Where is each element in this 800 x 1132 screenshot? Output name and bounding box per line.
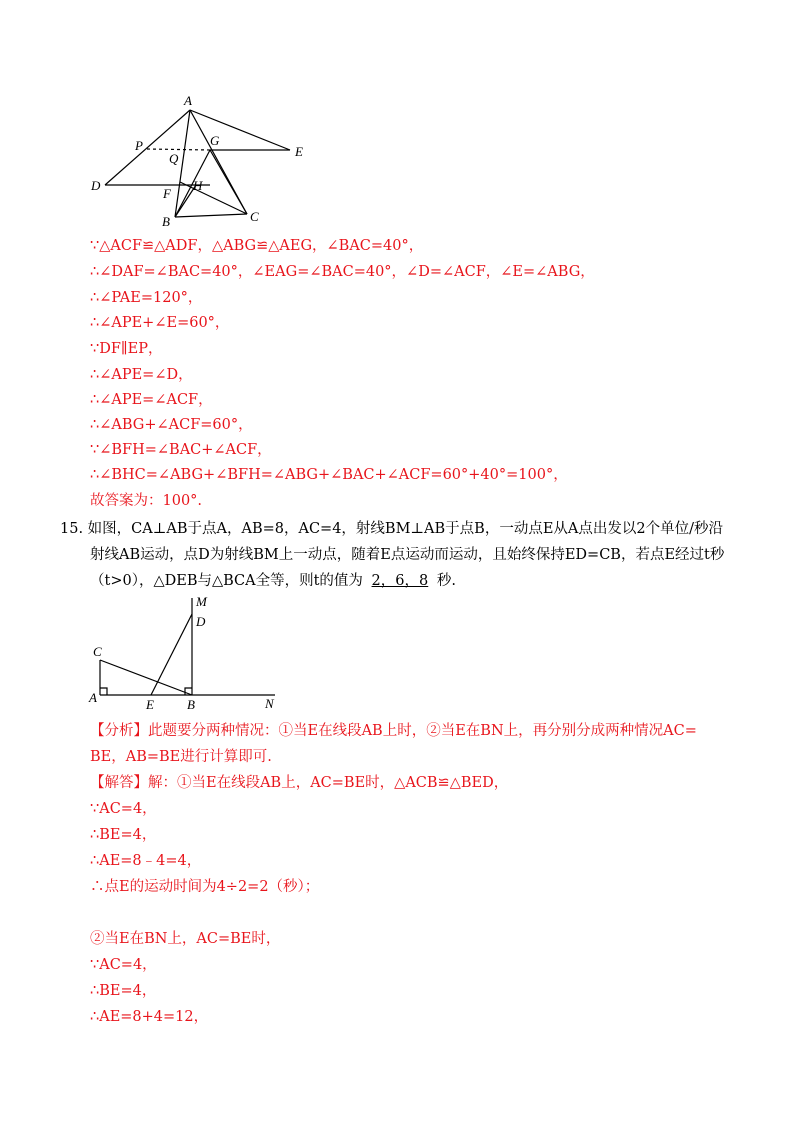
proof-line: ∴∠PAE=120°， xyxy=(90,290,203,306)
solution-line: ②当E在BN上，AC=BE时， xyxy=(90,931,281,947)
label-H: H xyxy=(193,178,203,193)
label-M: M xyxy=(196,594,207,609)
proof-line: ∴∠DAF=∠BAC=40°，∠EAG=∠BAC=40°，∠D=∠ACF，∠E=∠ABG， xyxy=(90,264,595,280)
label-C: C xyxy=(250,209,259,224)
analysis-line: BE，AB=BE进行计算即可. xyxy=(90,749,272,765)
question-line-3-end: 秒. xyxy=(436,573,456,589)
label-A: A xyxy=(89,690,97,705)
solution-line: ∴点E的运动时间为4÷2=2（秒）； xyxy=(90,879,320,895)
label-E: E xyxy=(295,144,303,159)
solution-line: ∴AE=8+4=12， xyxy=(90,1009,209,1025)
solution-line: ∵AC=4， xyxy=(90,801,157,817)
solution-line: ∴AE=8﹣4=4， xyxy=(90,853,202,869)
figure-triangles xyxy=(85,90,325,230)
proof-line: ∴∠ABG+∠ACF=60°， xyxy=(90,417,253,433)
proof-line: ∴∠APE=∠D， xyxy=(90,367,193,383)
label-D: D xyxy=(196,614,206,629)
label-B: B xyxy=(187,697,195,712)
proof-line: ∵∠BFH=∠BAC+∠ACF， xyxy=(90,442,272,458)
proof-line: ∵△ACF≌△ADF，△ABG≌△AEG，∠BAC=40°， xyxy=(90,238,424,254)
question-line-3: （t>0），△DEB与△BCA全等，则t的值为 xyxy=(90,573,363,589)
answer-blank: 2，6，8 xyxy=(371,573,429,589)
figure-right-angles xyxy=(85,592,285,712)
label-E: E xyxy=(146,697,154,712)
label-C: C xyxy=(93,644,102,659)
solution-line: ∴BE=4， xyxy=(90,983,157,999)
proof-line: ∴∠APE+∠E=60°， xyxy=(90,315,230,331)
label-F: F xyxy=(163,186,171,201)
question-number: 15. xyxy=(60,521,84,537)
label-Q: Q xyxy=(169,151,179,166)
analysis-line: 【分析】此题要分两种情况：①当E在线段AB上时，②当E在BN上，再分别分成两种情况AC= xyxy=(90,723,697,739)
label-A: A xyxy=(184,93,192,108)
answer-14: 故答案为：100°. xyxy=(90,493,203,509)
label-D: D xyxy=(91,178,101,193)
question-line-1: 如图，CA⊥AB于点A，AB=8，AC=4，射线BM⊥AB于点B，一动点E从A点出发以2个单位/秒沿 xyxy=(87,521,724,537)
proof-line: ∴∠APE=∠ACF， xyxy=(90,392,213,408)
proof-line: ∵DF∥EP， xyxy=(90,341,163,357)
solution-line: ∵AC=4， xyxy=(90,957,157,973)
label-B: B xyxy=(162,214,170,229)
question-line-2: 射线AB运动，点D为射线BM上一动点，随着E点运动而运动，且始终保持ED=CB，若点E经过t秒 xyxy=(90,547,725,563)
proof-line: ∴∠BHC=∠ABG+∠BFH=∠ABG+∠BAC+∠ACF=60°+40°=100°， xyxy=(90,467,568,483)
solution-line: 【解答】解：①当E在线段AB上，AC=BE时，△ACB≌△BED， xyxy=(90,775,509,791)
label-G: G xyxy=(210,133,220,148)
solution-line: ∴BE=4， xyxy=(90,827,157,843)
label-N: N xyxy=(265,696,274,711)
label-P: P xyxy=(135,138,143,153)
